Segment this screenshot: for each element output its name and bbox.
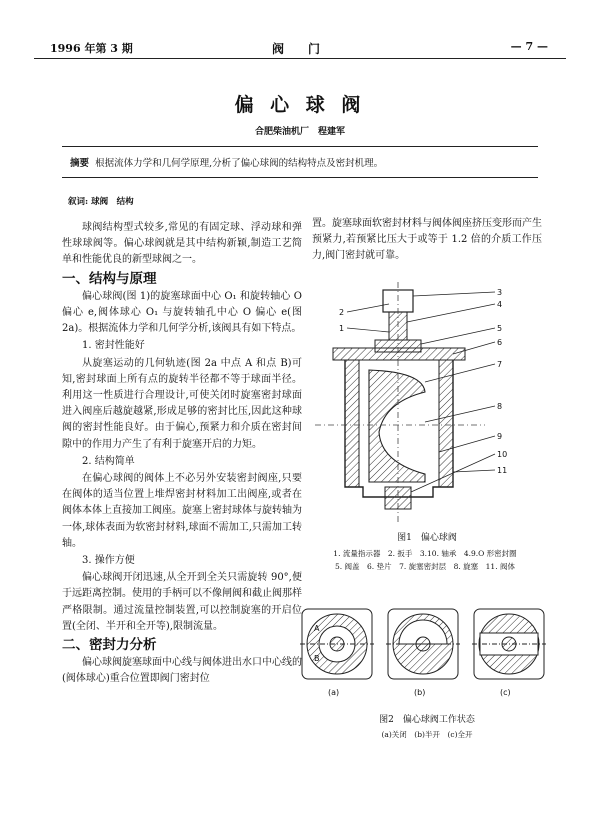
fig1-label-8: 8 [497, 402, 503, 411]
paragraph-4: 偏心球阀开闭迅速,从全开到全关只需旋转 90°,便于远距离控制。使用的手柄可以不像闸阀和截止阀那样严格限制。通过流量控制装置,可以控制旋塞的开启位置(全闭、半开和全开等),限制流量。 [62, 572, 302, 632]
header-page-number: — 7 — [510, 40, 548, 53]
paragraph-2: 从旋塞运动的几何轨迹(图 2a 中点 A 和点 B)可知,密封球面上所有点的旋转半径都不等于球面半径。利用这一性质进行合理设计,可使关闭时旋塞密封球面进入阀座后越旋越紧,形成足够的密封比压,因此这种球阀的密封性能良好。由于偏心,预紧力和介质在密封间隙中的作用力产生了有利于旋塞开启的力矩。 [62, 357, 302, 450]
header-issue: 1996 年第 3 期 [50, 42, 133, 55]
subheading-1: 1. 密封性能好 [82, 340, 145, 352]
fig1-label-1: 1 [339, 324, 345, 333]
right-paragraph-1: 置。旋塞球面软密封材料与阀体阀座挤压变形而产生预紧力,若预紧比压大于或等于 1.2 倍的介质工作压力,阀门密封就可靠。 [312, 218, 542, 262]
figure-2-subcaption: (a)关闭 (b)半开 (c)全开 [381, 730, 473, 739]
fig1-label-7: 7 [497, 360, 503, 369]
fig1-label-2: 2 [339, 308, 345, 317]
figure-2-states-drawing [300, 595, 550, 700]
figure-1-caption: 图1 偏心球阀 [397, 533, 457, 543]
left-column [62, 220, 302, 688]
section-heading-1: 一、结构与原理 [62, 270, 157, 287]
abstract [70, 155, 383, 169]
subheading-3: 3. 操作方便 [82, 555, 135, 567]
intro-paragraph: 球阀结构型式较多,常见的有固定球、浮动球和弹性球球阀等。偏心球阀就是其中结构新颖,制造工艺简单和性能优良的新型球阀之一。 [62, 222, 302, 266]
figure-1-legend-line-1: 1. 流量指示器 2. 扳手 3.10. 轴承 4.9.O 形密封圈 [333, 549, 517, 558]
section-heading-2: 二、密封力分析 [62, 637, 157, 654]
keywords-text: 球阀 结构 [91, 197, 134, 207]
fig2-letter-b: B [314, 654, 320, 663]
fig2-label-a: (a) [328, 688, 340, 697]
fig1-label-5: 5 [497, 324, 503, 333]
abstract-top-rule [62, 146, 538, 147]
abstract-label: 摘要 [70, 158, 90, 169]
fig1-label-11: 11 [497, 466, 508, 475]
fig2-letter-a: A [314, 624, 320, 633]
paragraph-1: 偏心球阀(图 1)的旋塞球面中心 O₁ 和旋转轴心 O 偏心 e,阀体球心 O₁ 与旋转轴孔中心 O 偏心 e(图 2a)。根据流体力学和几何学分析,该阀具有如下特点。 [62, 290, 302, 335]
abstract-bottom-rule [62, 177, 538, 178]
fig2-label-c: (c) [500, 688, 511, 697]
figure-1-legend-line-2: 5. 阀盖 6. 垫片 7. 旋塞密封层 8. 旋塞 11. 阀体 [335, 562, 515, 571]
subheading-2: 2. 结构简单 [82, 455, 135, 467]
paragraph-5: 偏心球阀旋塞球面中心线与阀体进出水口中心线的(阀体球心)重合位置即阀门密封位 [62, 657, 302, 685]
keywords [68, 195, 134, 207]
header-journal: 阀 门 [272, 42, 321, 56]
fig1-label-6: 6 [497, 338, 503, 347]
article-author: 合肥柴油机厂 程建军 [254, 127, 345, 137]
fig1-label-4: 4 [497, 300, 503, 309]
fig1-label-9: 9 [497, 432, 503, 441]
keywords-label: 叙词: [68, 197, 89, 207]
fig1-label-3: 3 [497, 288, 503, 297]
figure-1-legend [300, 547, 550, 573]
fig1-label-10: 10 [497, 450, 508, 459]
figure-1-valve-drawing [305, 282, 545, 527]
fig2-label-b: (b) [414, 688, 426, 697]
paragraph-3: 在偏心球阀的阀体上不必另外安装密封阀座,只要在阀体的适当位置上堆焊密封材料加工出阀座,或者在阀体本体上直接加工阀座。旋塞上密封球体与旋转轴为一体,球体表面为软密封材料,球面不需加工,只需加工转轴。 [62, 473, 302, 549]
article-title: 偏 心 球 阀 [234, 94, 366, 116]
right-column [312, 216, 542, 265]
header-rule [34, 58, 566, 59]
abstract-text: 根据流体力学和几何学原理,分析了偏心球阀的结构特点及密封机理。 [95, 158, 384, 169]
figure-2-caption: 图2 偏心球阀工作状态 [379, 715, 475, 725]
